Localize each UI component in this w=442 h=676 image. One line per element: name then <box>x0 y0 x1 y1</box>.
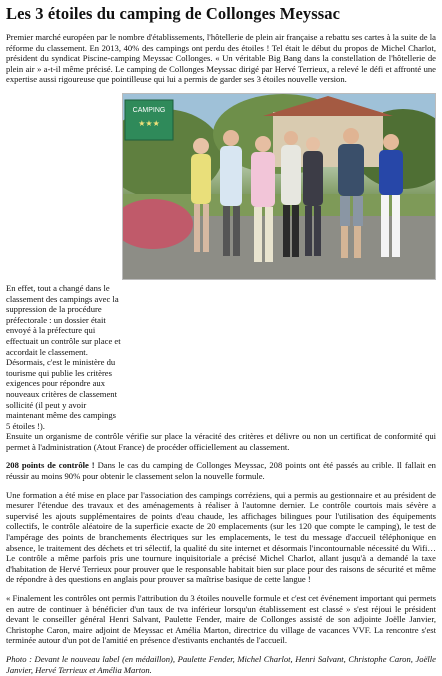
camping-sign-text: CAMPING <box>132 106 166 114</box>
left-column <box>6 283 122 431</box>
photo-section <box>6 93 436 431</box>
article-title: Les 3 étoiles du camping de Collonges Meyssac <box>6 4 341 23</box>
sign-stars: ★★★ <box>138 118 160 128</box>
article-intro: Premier marché européen par le nombre d'établissements, l'hôtellerie de plein air française a rebattu ses cartes à la suite de la réforme du classement. En 2013, 40% des campings ont perdu des étoiles ! Tel était le début du propos de Michel Charlot, président du syndicat Piscine-camping Meyssac Collonges. « Un véritable Big Bang dans la constellation de l'hôtellerie de plein air » a-t-il même précisé. Le camping de Collonges Meyssac dirigé par Hervé Terrieux, a relevé le défi et affronté une expertise aussi rigoureuse que pointilleuse qui lui a permis de garder ses 3 étoiles nouvelle version. <box>6 32 436 85</box>
article-conclusion: « Finalement les contrôles ont permis l'attribution du 3 étoiles nouvelle formule et c'est cet événement important qui permets en autre de continuer à bénéficier d'un taux de tva inférieur lorsqu'un établissement est classé » s'est réjoui le président devant le conseiller général Henri Salvant, Paulette Fender, maire de Collonges assisté de son adjointe Joëlle Janvier, Christophe Caron, maire adjoint de Meyssac et Amélia Marton, directrice du village de vacances VVF. La rencontre s'est terminée autour d'un pot de l'amitié en présence d'estivants enchantés de l'accueil. <box>6 593 436 646</box>
article-points-paragraph <box>6 460 436 481</box>
photo-caption: Photo : Devant le nouveau label (en médaillon), Paulette Fender, Michel Charlot, Henri Salvant, Christophe Caron, Joëlle Janvier, Hervé Terrieux et Amélia Marton. <box>6 653 436 675</box>
points-heading: 208 points de contrôle ! <box>6 460 95 471</box>
article-continuation: Ensuite un organisme de contrôle vérifie sur place la véracité des critères et délivre ou non un certificat de conformité qui permet à l'administration (Atout France) de procéder officiellement au classement. <box>6 431 436 452</box>
group-photo <box>122 93 436 280</box>
article-column-text: En effet, tout a changé dans le classement des campings avec la suppression de la procédure préfectorale : un dossier était envoyé à la préfecture qui effectuait un contrôle sur place et accordait le classement. Désormais, c'est le ministère du tourisme qui publie les critères exigences pour répondre aux nouveaux critères de classement sollicité (il peut y avoir maintenant même des campings 5 étoiles !). <box>6 282 121 431</box>
points-text: Dans le cas du camping de Collonges Meyssac, 208 points ont été passés au crible. Il fallait en réussir au moins 90% pour obtenir le classement selon la nouvelle formule. <box>6 460 436 482</box>
group-photo-illustration <box>123 94 435 279</box>
article-formation: Une formation a été mise en place par l'association des campings corréziens, qui a permis au gestionnaire et au président de mesurer l'étendue des travaux et des aménagements à réaliser à l'automne dernier. Le contrôle courtois mais sévère a supervisé les ajouts supplémentaires de points d'eau chaude, les affichages bilingues pour l'utilisation des équipements collectifs, le contrôle aléatoire de la superficie exacte de 20 emplacements (sur les 120 que compte le camping), le test de l'ampérage des points de branchements électriques sur les emplacements, le test du message d'accueil téléphonique en absence, le traitement des déchets et tri sélectif, la qualité du site internet et désormais l'incontournable nécessité du Wifi… Le contrôle a même parfois pris une tournure inquisitoriale a précisé Michel Charlot, allant jusqu'à a demandé la taxe d'habitation de Hervé Terrieux pour prouver que le responsable habitait bien sur place pour des raisons de sécurité et même de répondre à des questions en anglais pour prouver sa maîtrise basique de cette langue ! <box>6 489 436 585</box>
